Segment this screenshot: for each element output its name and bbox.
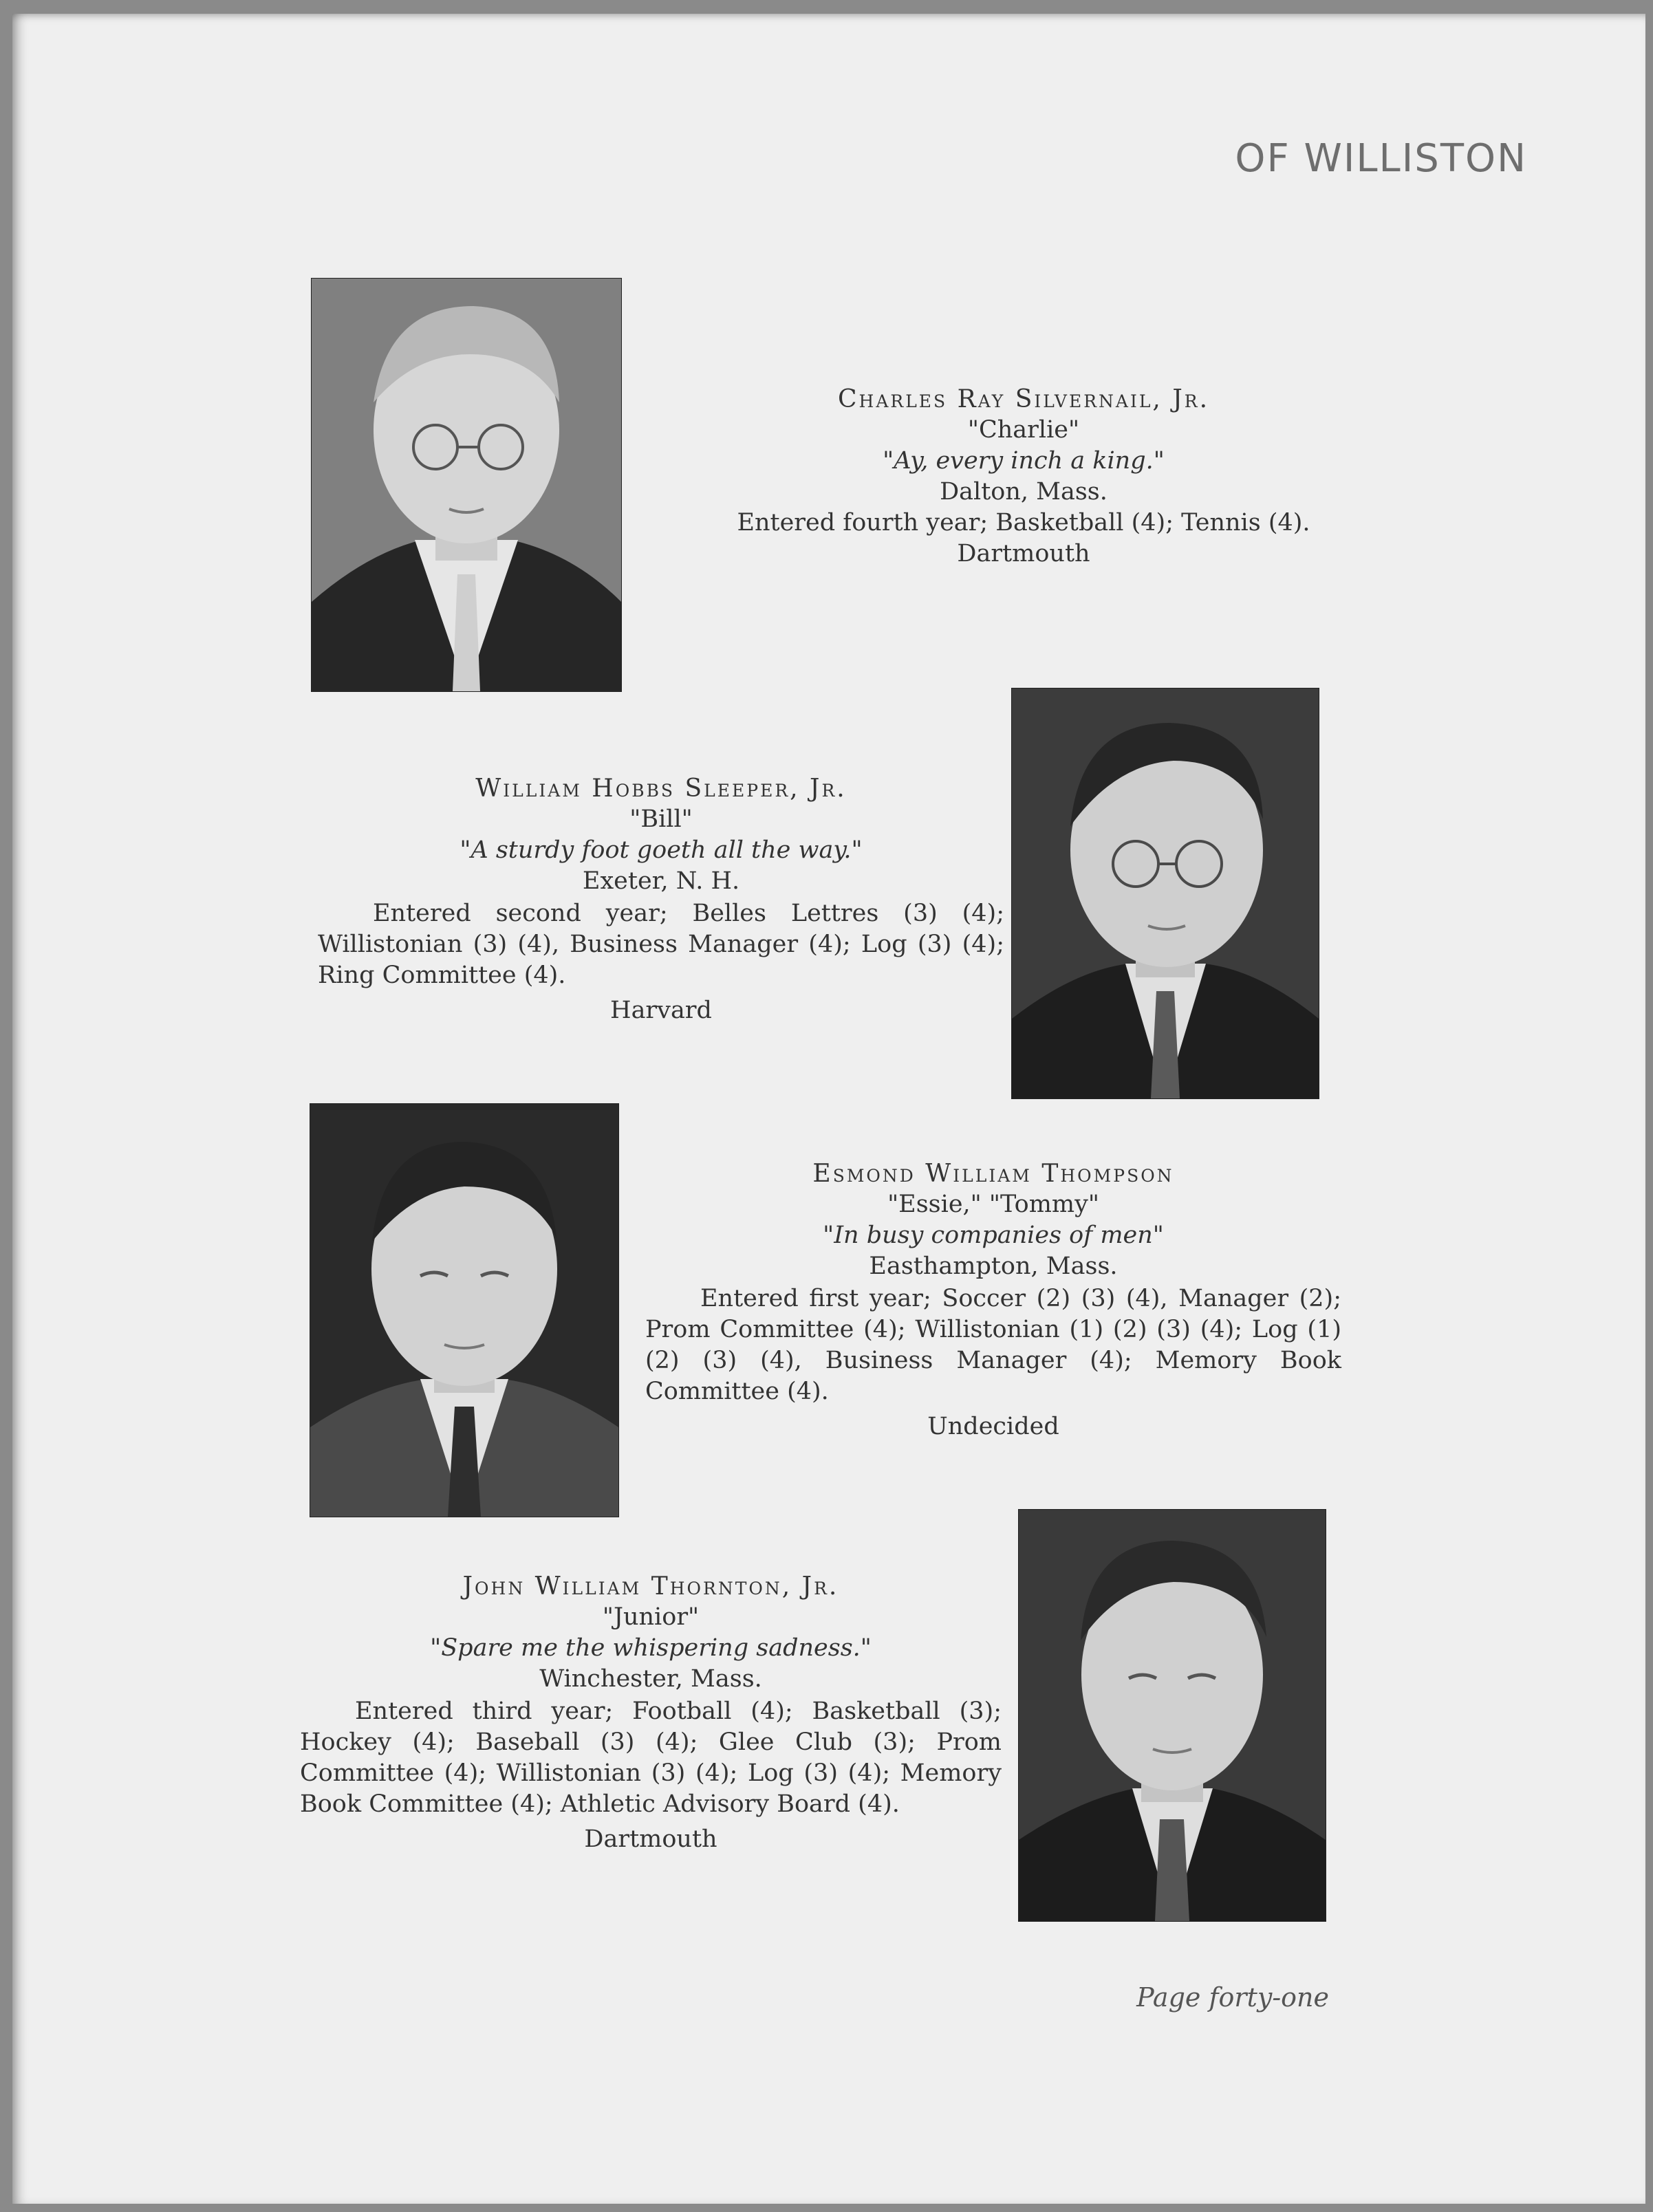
portrait-photo-sleeper bbox=[1011, 688, 1319, 1099]
bio-silvernail bbox=[707, 384, 1340, 570]
student-nickname: "Charlie" bbox=[967, 416, 1080, 444]
student-nickname: "Bill" bbox=[629, 805, 693, 833]
student-college: Dartmouth bbox=[957, 540, 1090, 567]
portrait-photo-thompson bbox=[310, 1103, 619, 1517]
student-quote: "In busy companies of men" bbox=[823, 1222, 1164, 1249]
student-name: William Hobbs Sleeper, Jr. bbox=[475, 774, 847, 803]
student-record: Entered second year; Belles Lettres (3) (4); Willistonian (3) (4), Business Manager (4); Log (3) (4); Ring Committee (4). bbox=[318, 900, 1004, 989]
yearbook-page bbox=[12, 14, 1645, 2204]
student-college: Undecided bbox=[927, 1413, 1059, 1440]
student-quote: "Ay, every inch a king." bbox=[883, 447, 1165, 475]
student-nickname: "Essie," "Tommy" bbox=[887, 1191, 1099, 1218]
student-hometown: Winchester, Mass. bbox=[539, 1665, 762, 1693]
portrait-photo-silvernail bbox=[311, 278, 622, 692]
bio-thornton bbox=[300, 1571, 1002, 1855]
running-head: OF WILLISTON bbox=[1235, 136, 1527, 181]
student-hometown: Dalton, Mass. bbox=[940, 478, 1108, 506]
student-quote: "A sturdy foot goeth all the way." bbox=[460, 836, 863, 864]
student-name: Esmond William Thompson bbox=[812, 1160, 1174, 1188]
student-quote: "Spare me the whispering sadness." bbox=[430, 1634, 872, 1662]
bio-thompson bbox=[645, 1158, 1341, 1442]
student-college: Dartmouth bbox=[584, 1825, 717, 1853]
student-name: John William Thornton, Jr. bbox=[462, 1572, 839, 1601]
student-nickname: "Junior" bbox=[602, 1603, 700, 1631]
portrait-photo-thornton bbox=[1018, 1509, 1326, 1922]
student-hometown: Exeter, N. H. bbox=[582, 867, 740, 895]
student-college: Harvard bbox=[610, 997, 712, 1024]
student-record: Entered first year; Soccer (2) (3) (4), Manager (2); Prom Committee (4); Willistonian (1) (2) (3) (4); Log (1) (2) (3) (4), Business Manager (4); Memory Book Committee (4). bbox=[645, 1285, 1341, 1405]
student-hometown: Easthampton, Mass. bbox=[869, 1253, 1118, 1280]
bio-sleeper bbox=[318, 773, 1004, 1026]
student-name: Charles Ray Silvernail, Jr. bbox=[837, 385, 1210, 413]
student-record: Entered third year; Football (4); Basketball (3); Hockey (4); Baseball (3) (4); Glee Club (3); Prom Committee (4); Willistonian (3) (4); Log (3) (4); Memory Book Committee (4); Athletic Advisory Board (4). bbox=[300, 1698, 1002, 1818]
page-number: Page forty-one bbox=[1136, 1982, 1329, 2013]
student-record: Entered fourth year; Basketball (4); Tennis (4). bbox=[737, 509, 1310, 536]
